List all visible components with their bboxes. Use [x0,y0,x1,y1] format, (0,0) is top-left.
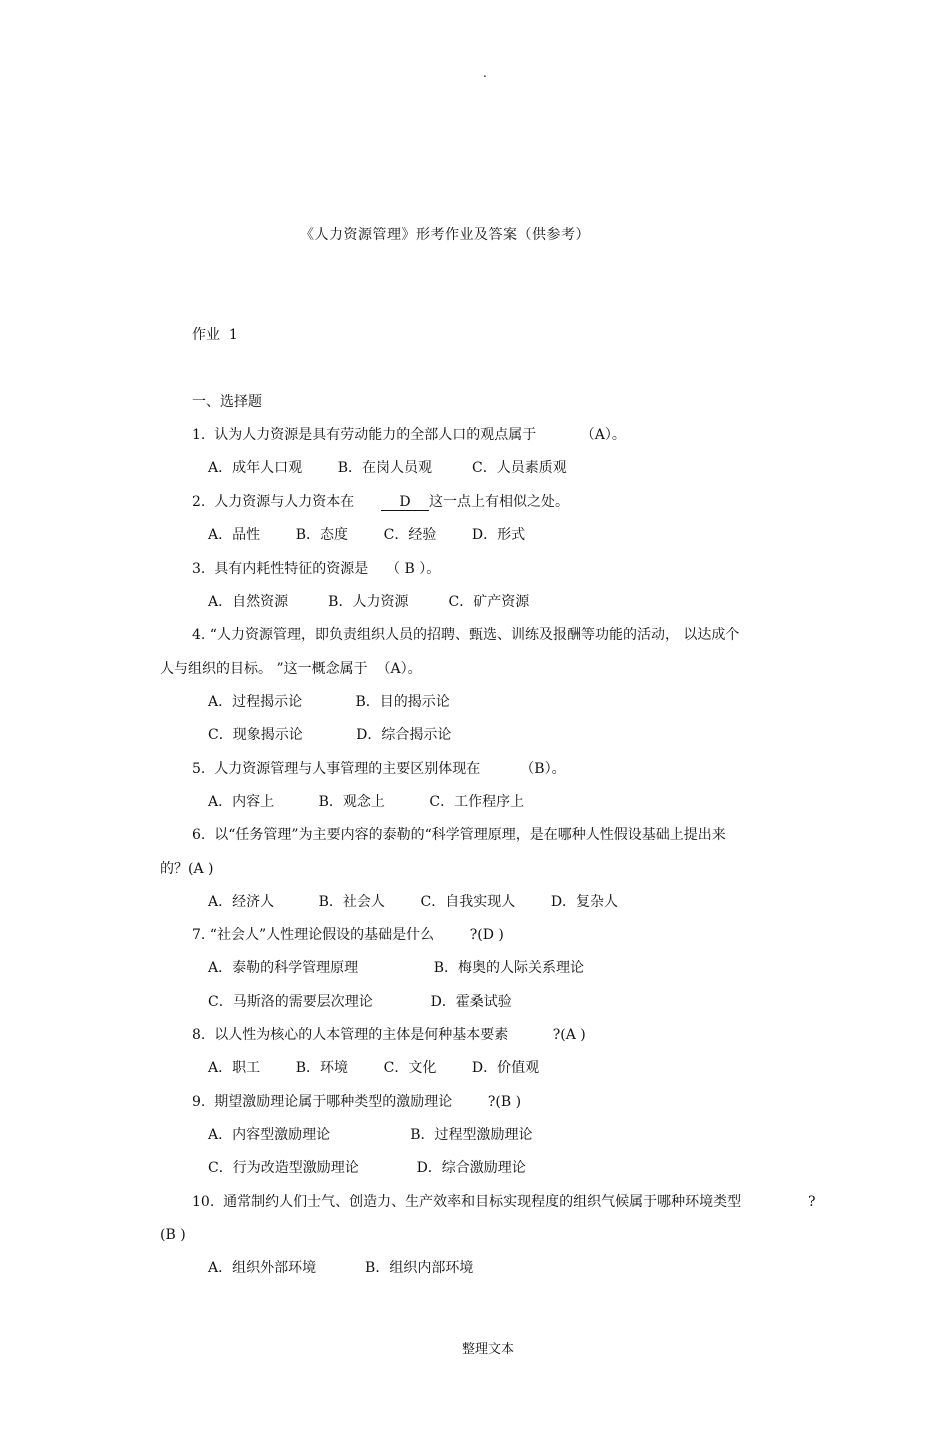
question-5-options: A．内容上 B．观念上 C．工作程序上 [208,794,525,810]
question-8: 8. 以人性为核心的人本管理的主体是何种基本要素 ?(A ) [192,1027,586,1043]
question-9: 9. 期望激励理论属于哪种类型的激励理论 ?(B ) [192,1094,522,1110]
question-10-line-2: (B ) [160,1227,186,1243]
question-6-line-2: 的？(A ) [160,861,214,877]
document-title: 《人力资源管理》形考作业及答案（供参考） [300,227,590,243]
question-9-options-2: C．行为改造型激励理论 D．综合激励理论 [208,1160,526,1176]
header-dot: . [483,66,487,80]
question-4-line-1: 4. “人力资源管理，即负责组织人员的招聘、甄选、训练及报酬等功能的活动， 以达成个 [192,627,740,643]
question-7-options-2: C．马斯洛的需要层次理论 D．霍桑试验 [208,994,512,1010]
question-4-line-2: 人与组织的目标。 ”这一概念属于 （A）。 [160,661,422,677]
question-5: 5. 人力资源管理与人事管理的主要区别体现在 （B）。 [192,761,566,777]
question-2 [192,493,569,511]
question-3-options: A．自然资源 B．人力资源 C．矿产资源 [208,594,530,610]
question-6-options: A．经济人 B．社会人 C．自我实现人 D．复杂人 [208,894,619,910]
section-heading: 一、选择题 [192,394,262,410]
question-1-options: A．成年人口观 B．在岗人员观 C．人员素质观 [208,460,567,476]
question-1: 1. 认为人力资源是具有劳动能力的全部人口的观点属于 （A）。 [192,427,626,443]
question-2-options: A．品性 B．态度 C．经验 D．形式 [208,527,526,543]
page-footer: 整理文本 [462,1342,515,1357]
question-2-text-a: 2. 人力资源与人力资本在 [192,494,355,510]
question-10-line-1: 10. 通常制约人们士气、创造力、生产效率和目标实现程度的组织气候属于哪种环境类型 [192,1194,742,1210]
assignment-heading: 作业 1 [192,327,238,343]
question-2-text-b: 这一点上有相似之处。 [428,494,569,510]
question-2-answer-blank: D [381,494,429,511]
question-4-options-2: C．现象揭示论 D．综合揭示论 [208,727,452,743]
question-6-line-1: 6. 以“任务管理”为主要内容的泰勒的“科学管理原理，是在哪种人性假设基础上提出来 [192,827,726,843]
question-8-options: A．职工 B．环境 C．文化 D．价值观 [208,1060,540,1076]
question-4-options-1: A．过程揭示论 B．目的揭示论 [208,694,450,710]
question-3: 3. 具有内耗性特征的资源是 （ B ）。 [192,561,441,577]
question-7-options-1: A．泰勒的科学管理原理 B．梅奥的人际关系理论 [208,960,585,976]
question-10-options: A．组织外部环境 B．组织内部环境 [208,1260,474,1276]
question-9-options-1: A．内容型激励理论 B．过程型激励理论 [208,1127,533,1143]
question-10-question-mark: ? [808,1194,816,1210]
question-7: 7. “社会人”人性理论假设的基础是什么 ?(D ) [192,927,504,943]
